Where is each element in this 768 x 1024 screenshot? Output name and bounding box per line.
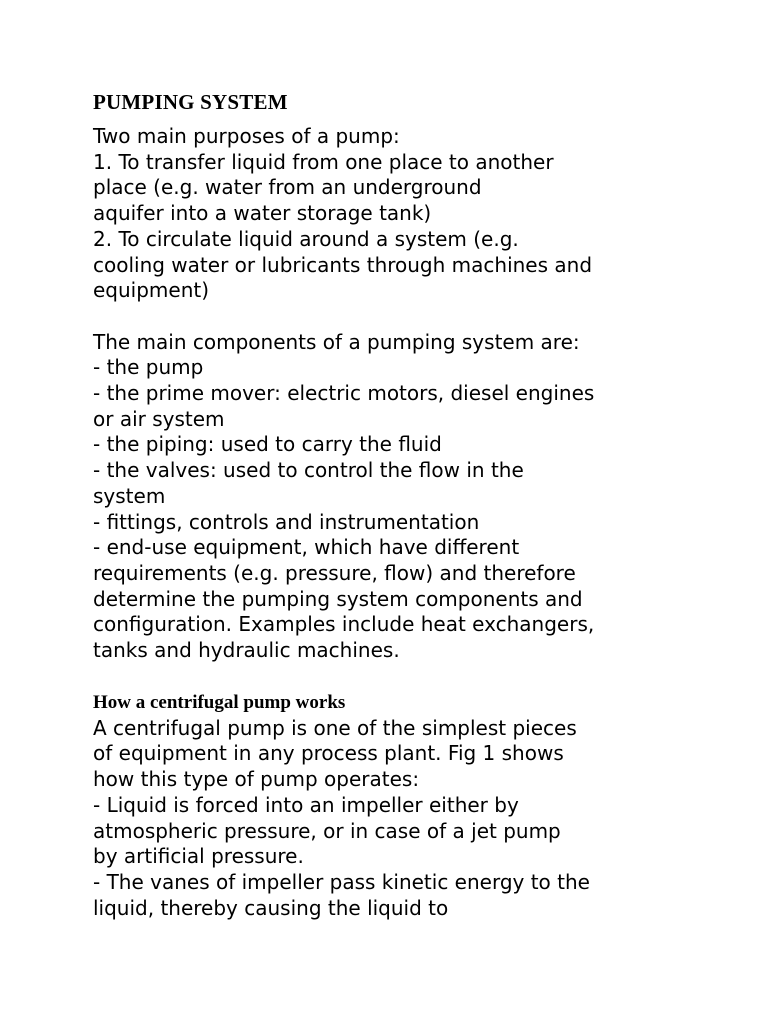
text-line: A centrifugal pump is one of the simplest pieces [93,715,577,740]
text-line: - the pump [93,355,204,380]
text-line: - end-use equipment, which have different [93,535,520,560]
text-line: 1. To transfer liquid from one place to another [93,149,554,174]
text-line: configuration. Examples include heat exchangers, [93,612,595,637]
text-line: - Liquid is forced into an impeller either by [93,792,519,817]
text-line: determine the pumping system components and [93,586,583,611]
text-line: how this type of pump operates: [93,767,420,792]
text-line: place (e.g. water from an underground [93,175,482,200]
text-line: cooling water or lubricants through machines and [93,252,593,277]
document-page [93,88,693,921]
text-line: - the prime mover: electric motors, diesel engines [93,381,595,406]
text-line: Two main purposes of a pump: [93,124,400,148]
section-heading: How a centrifugal pump works [93,691,346,713]
text-line: or air system [93,406,225,431]
text-line: liquid, thereby causing the liquid to [93,895,449,920]
text-line: by artificial pressure. [93,844,304,869]
text-line: - the valves: used to control the flow in the [93,458,524,483]
purposes-paragraph [93,124,693,304]
text-line: - fittings, controls and instrumentation [93,509,480,534]
centrifugal-paragraph [93,716,693,922]
text-line: requirements (e.g. pressure, flow) and therefore [93,560,576,585]
text-line: 2. To circulate liquid around a system (e.g. [93,226,519,251]
text-line: system [93,483,166,508]
document-title: PUMPING SYSTEM [93,90,288,114]
text-line: The main components of a pumping system are: [93,329,580,354]
text-line: aquifer into a water storage tank) [93,201,432,226]
text-line: - the piping: used to carry the fluid [93,432,442,457]
text-line: atmospheric pressure, or in case of a jet pump [93,818,561,843]
text-line: equipment) [93,278,210,303]
text-line: - The vanes of impeller pass kinetic energy to the [93,869,590,894]
components-paragraph [93,330,693,664]
text-line: of equipment in any process plant. Fig 1 shows [93,741,564,766]
paragraph-spacer [93,304,693,330]
text-line: tanks and hydraulic machines. [93,638,400,663]
